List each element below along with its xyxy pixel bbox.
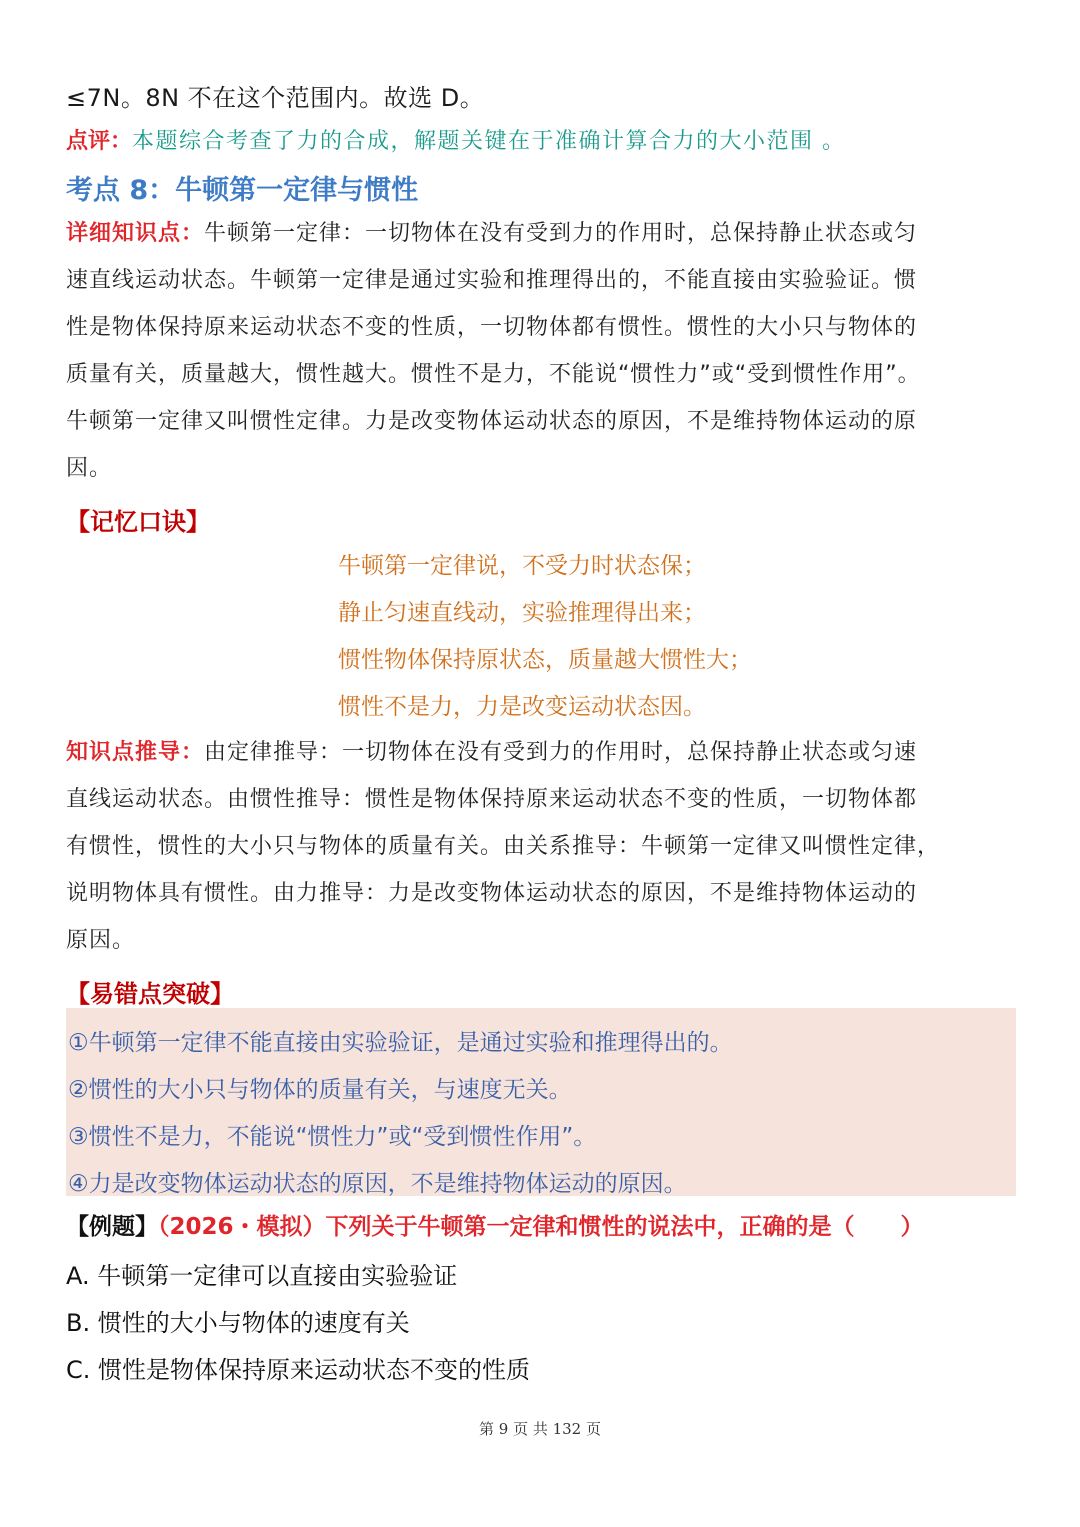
mnemonic-line-3: 惯性物体保持原状态，质量越大惯性大；	[338, 647, 752, 673]
mnemonic-verse	[338, 543, 752, 731]
derivation-line-2: 直线运动状态。由惯性推导：惯性是物体保持原来运动状态不变的性质，一切物体都	[66, 787, 918, 812]
derivation-line-1: 由定律推导：一切物体在没有受到力的作用时，总保持静止状态或匀速	[204, 740, 918, 765]
error-point-3: ③惯性不是力，不能说“惯性力”或“受到惯性作用”。	[68, 1124, 597, 1150]
example-label: 【例题】	[66, 1214, 158, 1240]
detail-line-1: 牛顿第一定律：一切物体在没有受到力的作用时，总保持静止状态或匀	[204, 221, 918, 246]
comment-text: 本题综合考查了力的合成，解题关键在于准确计算合力的大小范围 。	[132, 129, 846, 154]
derivation-line-3: 有惯性，惯性的大小只与物体的质量有关。由关系推导：牛顿第一定律又叫惯性定律，	[66, 834, 941, 859]
detail-label: 详细知识点：	[66, 221, 205, 246]
detail-line-4: 质量有关，质量越大，惯性越大。惯性不是力，不能说“惯性力”或“受到惯性作用”。	[66, 362, 921, 387]
mnemonic-line-4: 惯性不是力，力是改变运动状态因。	[338, 694, 706, 720]
section-heading: 考点 8：牛顿第一定律与惯性	[66, 175, 419, 206]
comment-label: 点评：	[66, 129, 133, 154]
derivation-line-5: 原因。	[66, 928, 136, 953]
option-b: B. 惯性的大小与物体的速度有关	[66, 1309, 410, 1337]
detail-paragraph	[66, 210, 1016, 492]
mnemonic-line-2: 静止匀速直线动，实验推理得出来；	[338, 600, 706, 626]
detail-line-3: 性是物体保持原来运动状态不变的性质，一切物体都有惯性。惯性的大小只与物体的	[66, 315, 918, 340]
detail-line-2: 速直线运动状态。牛顿第一定律是通过实验和推理得出的，不能直接由实验验证。惯	[66, 268, 918, 293]
page-footer: 第 9 页 共 132 页	[478, 1420, 601, 1438]
derivation-label: 知识点推导：	[66, 740, 205, 765]
comment-line	[66, 124, 846, 155]
error-point-1: ①牛顿第一定律不能直接由实验验证，是通过实验和推理得出的。	[68, 1030, 733, 1056]
derivation-paragraph	[66, 729, 1016, 964]
derivation-line-4: 说明物体具有惯性。由力推导：力是改变物体运动状态的原因，不是维持物体运动的	[66, 881, 918, 906]
error-point-2: ②惯性的大小只与物体的质量有关，与速度无关。	[68, 1077, 572, 1103]
error-point-4: ④力是改变物体运动状态的原因，不是维持物体运动的原因。	[68, 1171, 687, 1197]
error-points-box	[66, 1008, 1016, 1196]
option-a: A. 牛顿第一定律可以直接由实验验证	[66, 1262, 458, 1290]
option-c: C. 惯性是物体保持原来运动状态不变的性质	[66, 1356, 531, 1384]
answer-conclusion-line: ≤7N。8N 不在这个范围内。故选 D。	[66, 84, 485, 112]
errors-title: 【易错点突破】	[66, 980, 234, 1008]
mnemonic-line-1: 牛顿第一定律说，不受力时状态保；	[338, 553, 706, 579]
example-question	[66, 1208, 924, 1241]
detail-line-6: 因。	[66, 456, 113, 481]
example-question-text: （2026・模拟）下列关于牛顿第一定律和惯性的说法中，正确的是（ ）	[158, 1214, 924, 1240]
detail-line-5: 牛顿第一定律又叫惯性定律。力是改变物体运动状态的原因，不是维持物体运动的原	[66, 409, 918, 434]
mnemonic-title: 【记忆口诀】	[66, 508, 210, 536]
